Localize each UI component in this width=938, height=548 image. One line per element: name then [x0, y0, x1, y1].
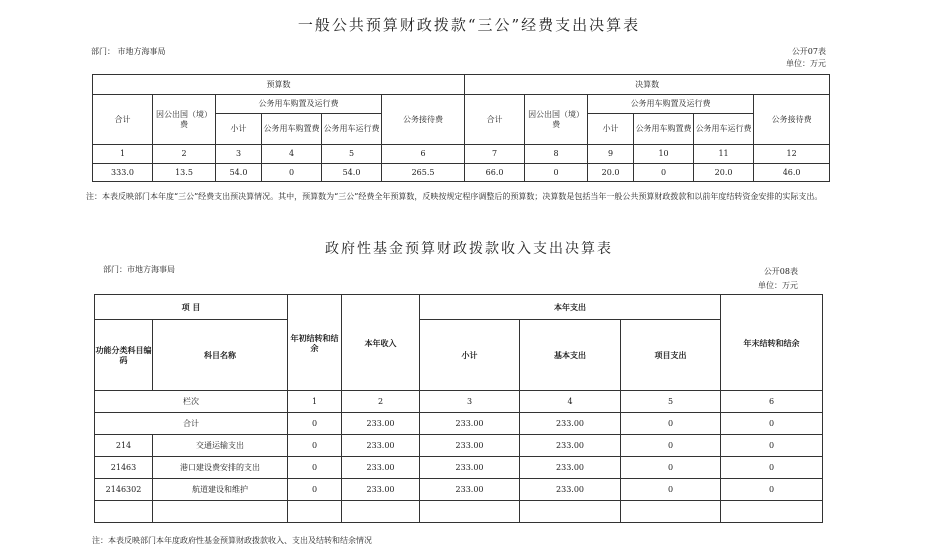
col-number: 6 [382, 145, 465, 164]
header-budget-abroad: 因公出国（境）费 [153, 95, 216, 145]
table-cell: 0 [288, 479, 342, 501]
table-cell: 233.00 [342, 413, 420, 435]
header-final: 决算数 [465, 75, 830, 95]
header-item: 项 目 [95, 295, 288, 320]
value-cell: 20.0 [588, 164, 634, 182]
col-number: 2 [342, 391, 420, 413]
table2-department: 部门：市地方海事局 [103, 265, 175, 274]
empty-cell [520, 501, 621, 523]
table-cell: 0 [621, 413, 721, 435]
table-cell: 233.00 [420, 457, 520, 479]
table-cell: 233.00 [342, 479, 420, 501]
table-cell: 233.00 [520, 457, 621, 479]
name-cell: 港口建设费安排的支出 [153, 457, 288, 479]
code-cell: 21463 [95, 457, 153, 479]
header-budget-operation: 公务用车运行费 [322, 114, 382, 145]
table-row [95, 457, 823, 479]
table-cell: 233.00 [420, 479, 520, 501]
table-cell: 0 [721, 435, 823, 457]
empty-cell [621, 501, 721, 523]
value-cell: 265.5 [382, 164, 465, 182]
table-cell: 0 [288, 435, 342, 457]
table1-department: 部门： 市地方海事局 [91, 47, 166, 56]
header-final-vehicle: 公务用车购置及运行费 [588, 95, 754, 114]
empty-cell [420, 501, 520, 523]
col-number: 10 [634, 145, 694, 164]
value-cell: 333.0 [93, 164, 153, 182]
value-cell: 13.5 [153, 164, 216, 182]
header-final-operation: 公务用车运行费 [694, 114, 754, 145]
col-number: 1 [288, 391, 342, 413]
header-final-subtotal: 小计 [588, 114, 634, 145]
table-cell: 0 [721, 413, 823, 435]
table-cell: 233.00 [520, 435, 621, 457]
table-cell: 233.00 [420, 413, 520, 435]
table-cell: 233.00 [342, 435, 420, 457]
col-number: 11 [694, 145, 754, 164]
col-number: 9 [588, 145, 634, 164]
value-cell: 0 [525, 164, 588, 182]
header-income: 本年收入 [342, 295, 420, 391]
name-cell: 航道建设和维护 [153, 479, 288, 501]
table-cell: 0 [621, 457, 721, 479]
col-number: 5 [621, 391, 721, 413]
name-cell: 交通运输支出 [153, 435, 288, 457]
value-cell: 66.0 [465, 164, 525, 182]
col-number: 4 [262, 145, 322, 164]
value-cell: 0 [634, 164, 694, 182]
value-cell: 54.0 [216, 164, 262, 182]
table1 [92, 74, 830, 182]
table-cell: 0 [721, 479, 823, 501]
header-budget-reception: 公务接待费 [382, 95, 465, 145]
table-cell: 0 [621, 435, 721, 457]
header-budget-vehicle: 公务用车购置及运行费 [216, 95, 382, 114]
header-final-reception: 公务接待费 [754, 95, 830, 145]
header-basic: 基本支出 [520, 320, 621, 391]
header-subtotal: 小计 [420, 320, 520, 391]
empty-cell [95, 501, 153, 523]
table-cell: 0 [288, 457, 342, 479]
row-label-name: 栏次 [95, 391, 288, 413]
col-number: 7 [465, 145, 525, 164]
table-cell: 233.00 [520, 413, 621, 435]
col-number: 5 [322, 145, 382, 164]
empty-cell [342, 501, 420, 523]
table1-unit: 单位：万元 [786, 59, 826, 68]
table2-title: 政府性基金预算财政拨款收入支出决算表 [325, 241, 613, 257]
header-expense: 本年支出 [420, 295, 721, 320]
col-number: 1 [93, 145, 153, 164]
table1-title: 一般公共预算财政拨款“三公”经费支出决算表 [297, 16, 641, 34]
code-cell: 2146302 [95, 479, 153, 501]
total-row-label: 合计 [95, 413, 288, 435]
header-final-abroad: 因公出国（境）费 [525, 95, 588, 145]
table-cell: 0 [288, 413, 342, 435]
col-number: 4 [520, 391, 621, 413]
table1-note: 注：本表反映部门本年度“三公”经费支出预决算情况。其中，预算数为“三公”经费全年预算数，反映按规定程序调整后的预算数；决算数是包括当年一般公共预算财政拨款和以前年度结转资金安排的实际支出。 [86, 192, 823, 201]
table2-form-no: 公开08表 [763, 267, 798, 276]
empty-row [95, 501, 823, 523]
header-final-purchase: 公务用车购置费 [634, 114, 694, 145]
table1-form-no: 公开07表 [791, 47, 826, 56]
table-cell: 0 [621, 479, 721, 501]
table2-unit: 单位：万元 [758, 281, 798, 290]
header-final-total: 合计 [465, 95, 525, 145]
col-number: 3 [420, 391, 520, 413]
col-number: 8 [525, 145, 588, 164]
table-cell: 233.00 [420, 435, 520, 457]
table2 [94, 294, 823, 523]
table-cell: 233.00 [342, 457, 420, 479]
header-budget-subtotal: 小计 [216, 114, 262, 145]
empty-cell [153, 501, 288, 523]
table2-note: 注：本表反映部门本年度政府性基金预算财政拨款收入、支出及结转和结余情况 [92, 536, 372, 545]
header-opening-balance: 年初结转和结余 [288, 295, 342, 391]
code-cell: 214 [95, 435, 153, 457]
col-number: 3 [216, 145, 262, 164]
header-project: 项目支出 [621, 320, 721, 391]
value-cell: 46.0 [754, 164, 830, 182]
col-number: 6 [721, 391, 823, 413]
table-row [95, 435, 823, 457]
col-number: 2 [153, 145, 216, 164]
header-closing-balance: 年末结转和结余 [721, 295, 823, 391]
header-name: 科目名称 [153, 320, 288, 391]
table-cell: 233.00 [520, 479, 621, 501]
empty-cell [721, 501, 823, 523]
table-row [95, 479, 823, 501]
empty-cell [288, 501, 342, 523]
header-budget: 预算数 [93, 75, 465, 95]
value-cell: 54.0 [322, 164, 382, 182]
header-budget-purchase: 公务用车购置费 [262, 114, 322, 145]
col-number: 12 [754, 145, 830, 164]
value-cell: 20.0 [694, 164, 754, 182]
header-code: 功能分类科目编码 [95, 320, 153, 391]
header-budget-total: 合计 [93, 95, 153, 145]
value-cell: 0 [262, 164, 322, 182]
table-cell: 0 [721, 457, 823, 479]
